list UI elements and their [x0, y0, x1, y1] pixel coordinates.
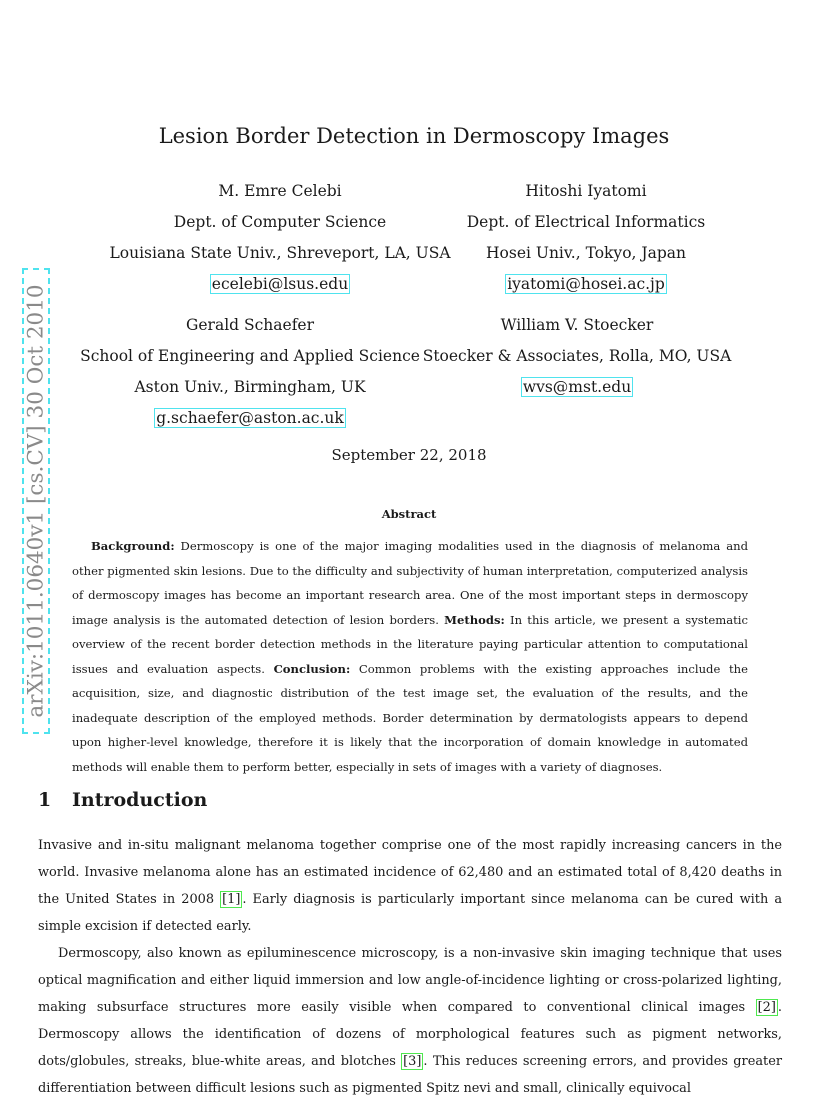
author-affiliation: Hosei Univ., Tokyo, Japan — [486, 244, 686, 262]
author-affiliation: Aston Univ., Birmingham, UK — [134, 378, 366, 396]
author-block-stoecker — [377, 316, 777, 409]
citation-link[interactable]: [2] — [757, 1000, 776, 1015]
abstract-body — [72, 534, 748, 779]
citation-link[interactable]: [1] — [222, 892, 241, 907]
paragraph — [38, 940, 782, 1102]
author-email-link[interactable]: wvs@mst.edu — [522, 378, 632, 396]
author-affiliation: Louisiana State Univ., Shreveport, LA, USA — [109, 244, 451, 262]
paragraph-text: Dermoscopy, also known as epiluminescence microscopy, is a non-invasive skin imaging technique that uses optical magnification and either liquid immersion and low angle-of-incidence lighting or cross-polarized lighting, making subsurface structures more easily visible when compared to conventional clinical images — [38, 946, 782, 1015]
abstract-conclusion-label: Conclusion: — [273, 661, 351, 676]
author-email-link[interactable]: ecelebi@lsus.edu — [211, 275, 349, 293]
author-email-link[interactable]: g.schaefer@aston.ac.uk — [156, 409, 344, 427]
paragraph — [38, 832, 782, 940]
paragraph-text: . Early diagnosis is particularly important since melanoma can be cured with a simple excision if detected early. — [38, 892, 782, 934]
author-block-iyatomi — [386, 182, 786, 306]
section-heading — [38, 789, 207, 811]
citation-link[interactable]: [3] — [403, 1054, 422, 1069]
paragraph-text: . Dermoscopy allows the identification of dozens of morphological features such as pigment networks, dots/globules, streaks, blue-white areas, and blotches — [38, 1000, 782, 1069]
author-name: M. Emre Celebi — [218, 182, 342, 200]
author-dept: School of Engineering and Applied Science — [80, 347, 420, 365]
abstract-background-label: Background: — [91, 539, 175, 553]
author-email-link[interactable]: iyatomi@hosei.ac.jp — [507, 275, 665, 293]
abstract-conclusion-text: Common problems with the existing approaches include the acquisition, size, and diagnostic distribution of the test image set, the evaluation of the results, and the inadequate description of the employed methods. Border determination by dermatologists appears to depend upon higher-level knowledge, therefore it is likely that the incorporation of domain knowledge in automated methods will enable them to perform better, especially in sets of images with a variety of diagnoses. — [72, 661, 748, 774]
paper-title: Lesion Border Detection in Dermoscopy Images — [158, 124, 670, 148]
abstract-background-text: Dermoscopy is one of the major imaging modalities used in the diagnosis of melanoma and other pigmented skin lesions. Due to the difficulty and subjectivity of human interpretation, computerized analysis of dermoscopy images has become an important research area. One of the most important steps in dermoscopy image analysis is the automated detection of lesion borders. — [72, 539, 748, 627]
abstract-methods-text: In this article, we present a systematic overview of the recent border detection methods in the literature paying particular attention to computational issues and evaluation aspects. — [72, 612, 748, 676]
arxiv-stamp-text: arXiv:1011.0640v1 [cs.CV] 30 Oct 2010 — [23, 284, 49, 718]
author-dept: Dept. of Computer Science — [173, 213, 387, 231]
paragraph-text: Invasive and in-situ malignant melanoma together comprise one of the most rapidly increasing cancers in the world. Invasive melanoma alone has an estimated incidence of 62,480 and an estimated total of 8,420 deaths in the United States in 2008 — [38, 838, 782, 907]
arxiv-stamp[interactable] — [22, 268, 50, 734]
abstract-methods-label: Methods: — [444, 612, 505, 627]
author-name: Hitoshi Iyatomi — [525, 182, 647, 200]
introduction-body — [38, 832, 782, 1102]
section-title: Introduction — [72, 789, 208, 811]
paper-date: September 22, 2018 — [331, 446, 487, 464]
abstract-heading: Abstract — [381, 507, 437, 521]
author-dept: Stoecker & Associates, Rolla, MO, USA — [422, 347, 732, 365]
paragraph-text: . This reduces screening errors, and provides greater differentiation between difficult lesions such as pigmented Spitz nevi and small, clinically equivocal — [38, 1054, 783, 1096]
section-number: 1 — [38, 789, 52, 811]
author-name: William V. Stoecker — [500, 316, 654, 334]
author-name: Gerald Schaefer — [185, 316, 315, 334]
author-dept: Dept. of Electrical Informatics — [466, 213, 706, 231]
